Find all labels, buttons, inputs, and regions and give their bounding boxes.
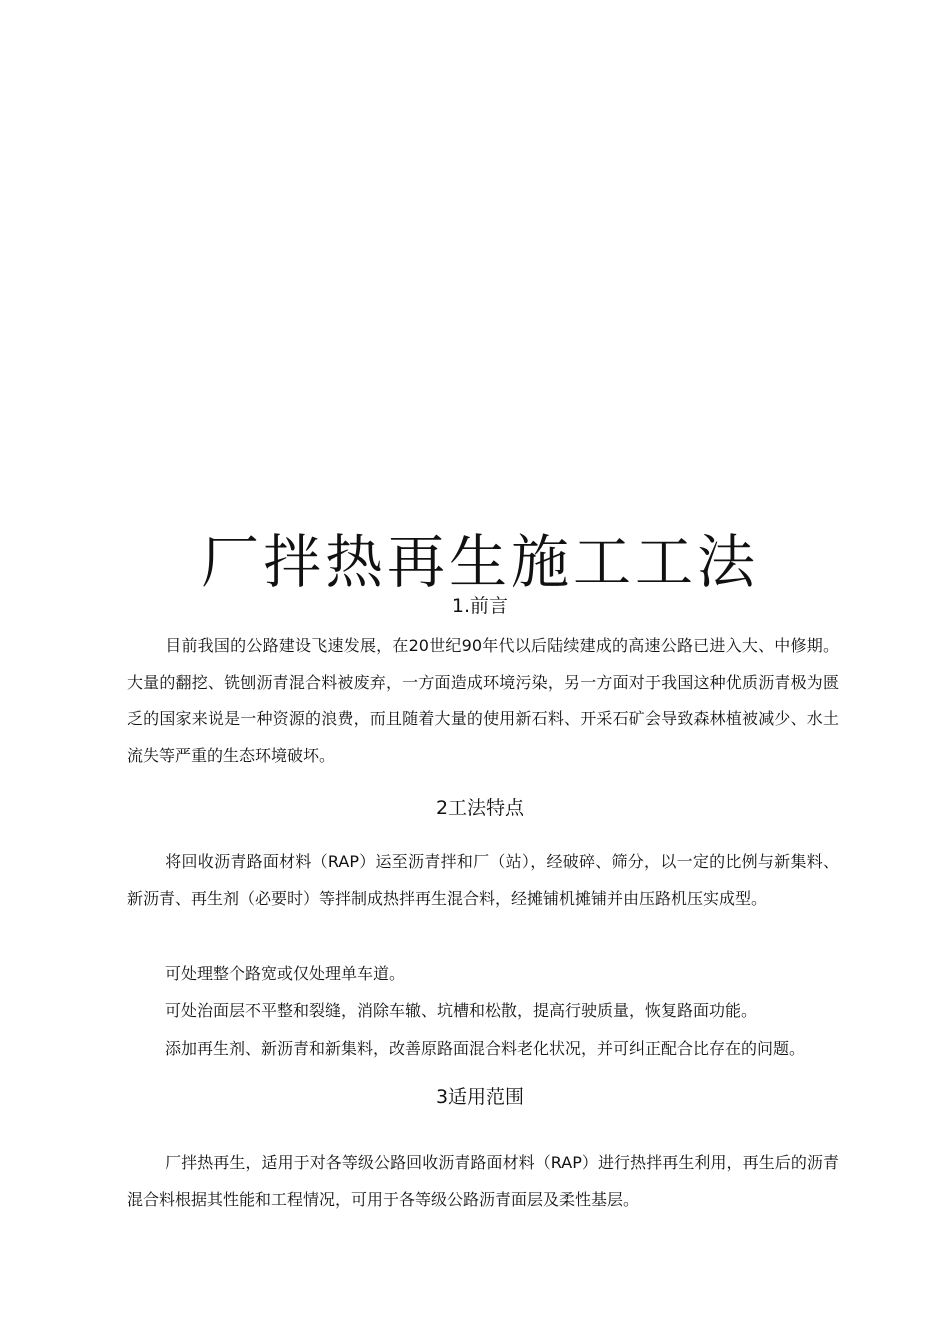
paragraph-features-2: 可处理整个路宽或仅处理单车道。	[165, 964, 406, 983]
paragraph-scope	[127, 1145, 839, 1218]
paragraph-intro-text: 目前我国的公路建设飞速发展，在20世纪90年代以后陆续建成的高速公路已进入大、中修期。大量的翻挖、铣刨沥青混合料被废弃，一方面造成环境污染，另一方面对于我国这种优质沥青极为匮乏的国家来说是一种资源的浪费，而且随着大量的使用新石料、开采石矿会导致森林植被减少、水土流失等严重的生态环境破坏。	[127, 636, 839, 765]
paragraph-features-4: 添加再生剂、新沥青和新集料，改善原路面混合料老化状况，并可纠正配合比存在的问题。	[165, 1039, 806, 1058]
section-heading-intro: 1.前言	[451, 595, 509, 617]
paragraph-features-3: 可处治面层不平整和裂缝，消除车辙、坑槽和松散，提高行驶质量，恢复路面功能。	[165, 1001, 758, 1020]
section-heading-features: 2工法特点	[435, 797, 525, 819]
document-title: 厂拌热再生施工工法	[200, 528, 759, 596]
paragraph-intro	[127, 628, 839, 774]
paragraph-features-1-text: 将回收沥青路面材料（RAP）运至沥青拌和厂（站），经破碎、筛分，以一定的比例与新集料、新沥青、再生剂（必要时）等拌制成热拌再生混合料，经摊铺机摊铺并由压路机压实成型。	[127, 852, 839, 908]
section-heading-scope: 3适用范围	[435, 1086, 525, 1108]
paragraph-features-1	[127, 844, 839, 917]
paragraph-scope-text: 厂拌热再生，适用于对各等级公路回收沥青路面材料（RAP）进行热拌再生利用，再生后的沥青混合料根据其性能和工程情况，可用于各等级公路沥青面层及柔性基层。	[127, 1153, 839, 1209]
